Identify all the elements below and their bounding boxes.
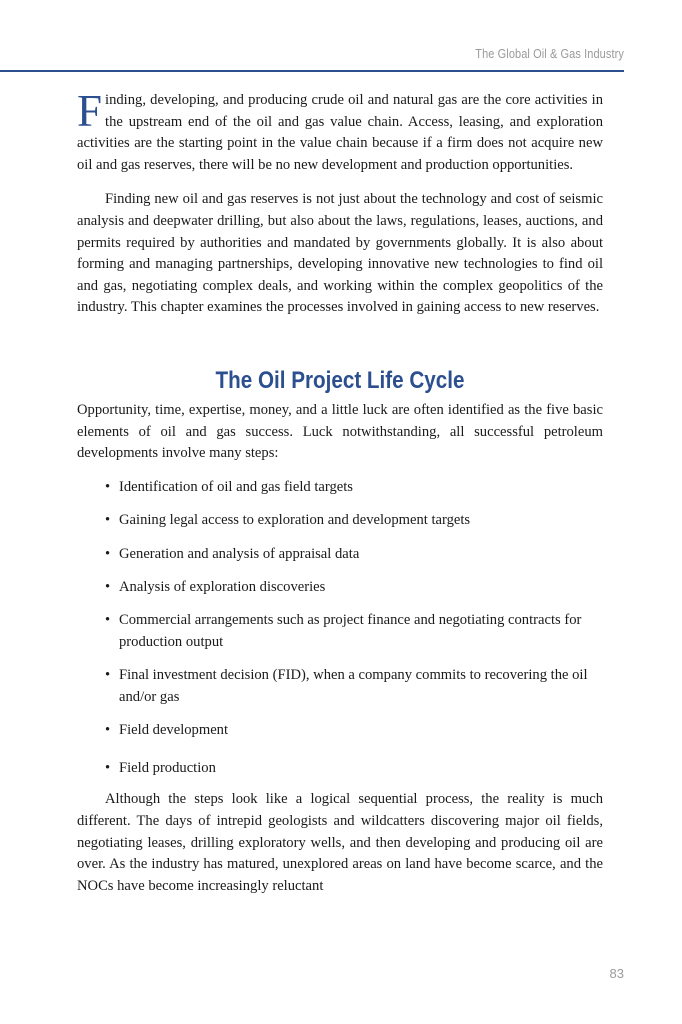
list-item: [77, 544, 603, 566]
header-rule: [0, 70, 624, 72]
intro-paragraph-text: inding, developing, and producing crude oil and natural gas are the core activities in the upstream end of the oil and gas value chain. Access, leasing, and exploration activities are the starting point in the value chain because if a firm does not acquire new oil and gas reserves, there will be no new development and production opportunities.: [77, 92, 603, 173]
list-item-text: Gaining legal access to exploration and development targets: [119, 512, 471, 529]
section-heading: The Oil Project Life Cycle: [215, 366, 465, 394]
page-number: 83: [609, 966, 624, 981]
list-item: [77, 758, 603, 780]
bullet-icon: •: [105, 512, 111, 529]
bullet-icon: •: [105, 545, 111, 562]
bullet-icon: •: [105, 478, 111, 495]
page-body: [77, 86, 603, 897]
bullet-icon: •: [105, 759, 111, 776]
list-item-text: Generation and analysis of appraisal data: [119, 545, 360, 562]
list-item: [77, 665, 603, 708]
list-item-text: Identification of oil and gas field targets: [119, 478, 353, 495]
paragraph-4: Although the steps look like a logical sequential process, the reality is much different. The days of intrepid geologists and wildcatters discovering major oil fields, negotiating leases, drilling exploratory wells, and then developing and producing oil are over. As the industry has matured, unexplored areas on land have become scarce, and the NOCs have become increasingly reluctant: [77, 791, 603, 894]
list-item-text: Field development: [119, 722, 229, 739]
intro-paragraph: [77, 86, 603, 176]
list-item: [77, 720, 603, 742]
list-item-text: Commercial arrangements such as project finance and negotiating contracts for production output: [119, 612, 582, 650]
bullet-icon: •: [105, 667, 111, 684]
list-item-text: Final investment decision (FID), when a company commits to recovering the oil and/or gas: [119, 667, 588, 705]
list-item: [77, 510, 603, 532]
paragraph-3: Opportunity, time, expertise, money, and a little luck are often identified as the five basic elements of oil and gas success. Luck notwithstanding, all successful petroleum developments involve many steps:: [77, 401, 603, 462]
list-item-text: Field production: [119, 759, 216, 776]
bullet-icon: •: [105, 722, 111, 739]
list-item: [77, 477, 603, 499]
paragraph-2: Finding new oil and gas reserves is not just about the technology and cost of seismic analysis and deepwater drilling, but also about the laws, regulations, leases, auctions, and permits required by authorities and mandated by governments globally. It is also about forming and managing partnerships, developing innovative new technologies to find oil and gas, negotiating complex deals, and working within the complex geopolitics of the industry. This chapter examines the processes involved in gaining access to new reserves.: [77, 191, 603, 316]
steps-list: [77, 477, 603, 780]
drop-cap: F: [77, 86, 103, 136]
list-item: [77, 610, 603, 653]
running-head: The Global Oil & Gas Industry: [475, 47, 624, 61]
bullet-icon: •: [105, 612, 111, 629]
list-item-text: Analysis of exploration discoveries: [119, 578, 326, 595]
list-item: [77, 577, 603, 599]
bullet-icon: •: [105, 578, 111, 595]
